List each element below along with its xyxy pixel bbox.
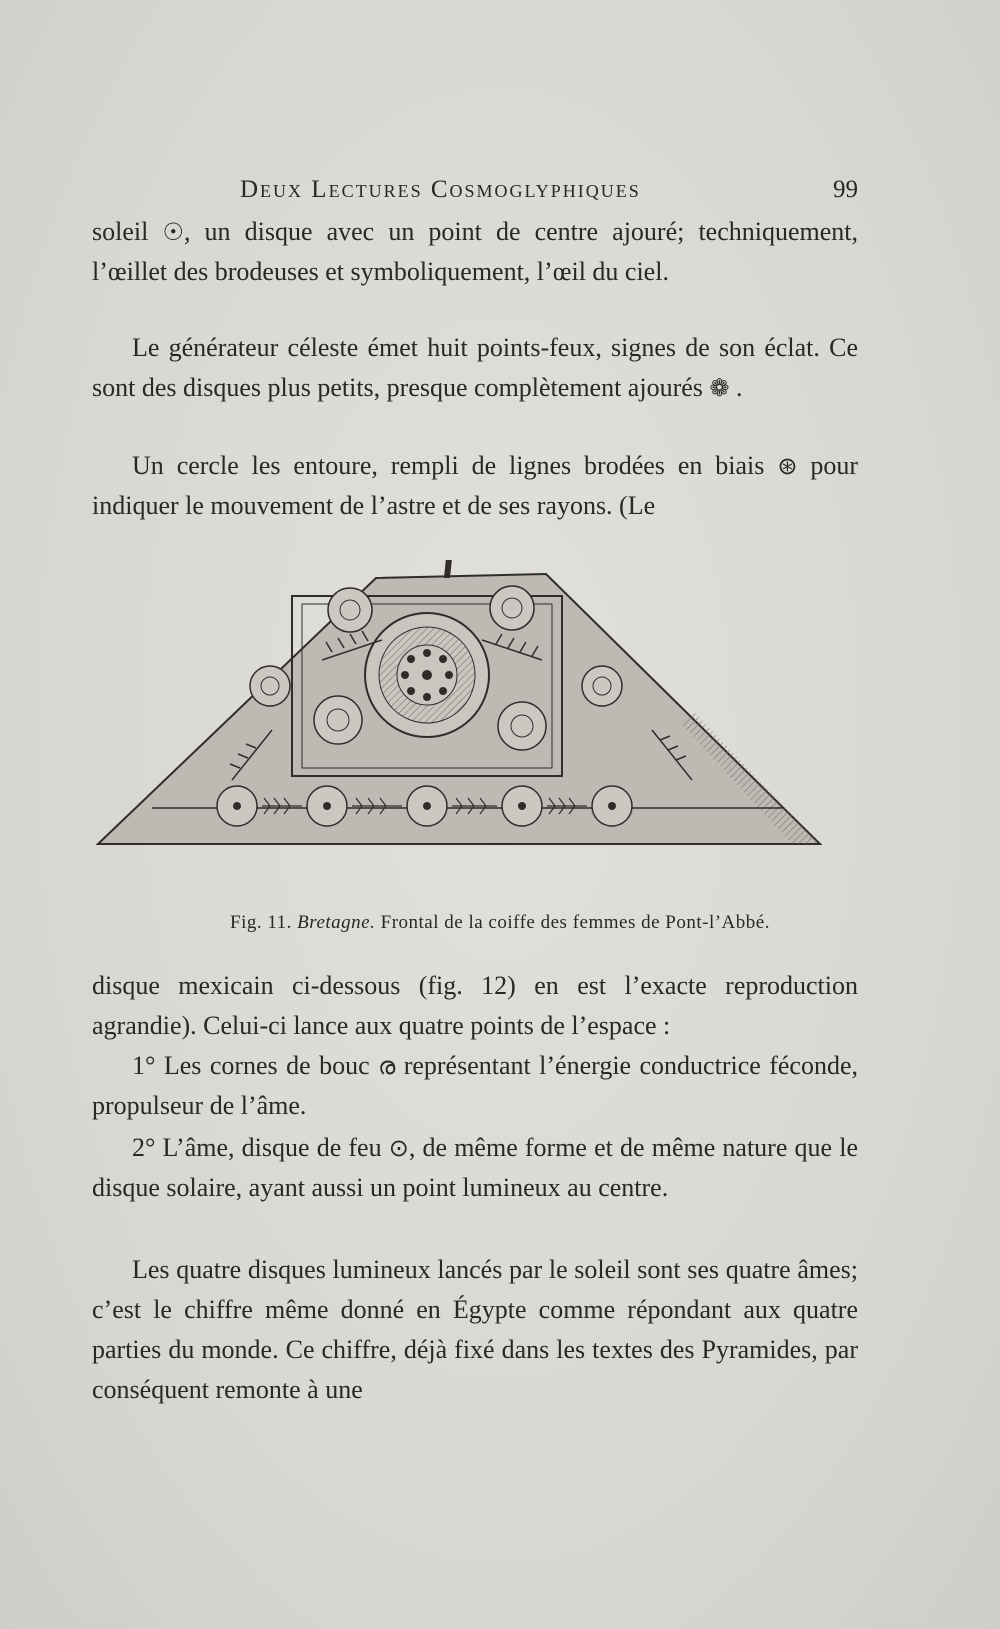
page-number: 99 <box>833 176 858 203</box>
text-cercle: Un cercle les entoure, rempli de lignes brodées en biais <box>132 451 765 480</box>
sun-eye-icon: ☉ <box>162 218 184 246</box>
text-soleil: soleil <box>92 217 149 246</box>
running-header <box>92 176 858 210</box>
paragraph-cornes <box>92 1046 858 1126</box>
paragraph-points-feux <box>92 328 858 408</box>
paragraph-sun-eye <box>92 212 858 292</box>
paragraph-ame <box>92 1128 858 1208</box>
text-cornes: 1° Les cornes de bouc <box>132 1051 370 1080</box>
figure-caption <box>0 912 1000 934</box>
text-generateur: Le générateur céleste émet huit points-feux, signes de son éclat. Ce sont des disques plus petits, presque complètement ajourés <box>92 333 858 402</box>
paragraph-disque-mexicain: disque mexicain ci-dessous (fig. 12) en est l’exacte reproduction agrandie). Celui-ci lance aux quatre points de l’espace : <box>92 971 858 1040</box>
paragraph-quatre-ames: Les quatre disques lumineux lancés par le soleil sont ses quatre âmes; c’est le chiffre même donné en Égypte comme répondant aux quatre parties du monde. Ce chiffre, déjà fixé dans les textes des Pyramides, par conséquent remonte à une <box>92 1255 858 1404</box>
running-title: Deux Lectures Cosmoglyphiques <box>240 176 641 203</box>
caption-text: Frontal de la coiffe des femmes de Pont-l’Abbé. <box>380 912 770 933</box>
goat-horns-icon: ര <box>378 1052 396 1080</box>
central-eye <box>422 670 432 680</box>
figure-coiffe-frontal <box>92 560 858 890</box>
text-sun-eye-rest: , un disque avec un point de centre ajouré; techniquement, l’œillet des brodeuses et symboliquement, l’œil du ciel. <box>92 217 859 286</box>
paragraph-cercle <box>92 446 858 526</box>
openwork-disk-icon: ❁ <box>709 374 730 402</box>
text-period: . <box>736 373 743 402</box>
text-energie: représentant l’énergie conductrice féconde, propulseur de l’âme. <box>92 1051 858 1120</box>
text-ame: 2° L’âme, disque de feu <box>132 1133 382 1162</box>
fire-disk-icon: ⊙ <box>388 1134 409 1162</box>
hatched-circle-icon: ⊛ <box>777 452 798 480</box>
coiffe-illustration <box>92 560 858 890</box>
text-mouvement: pour indiquer le mouvement de l’astre et de ses rayons. (Le <box>92 451 859 520</box>
caption-prefix: Fig. 11. <box>230 912 292 933</box>
text-nature: , de même forme et de même nature que le disque solaire, ayant aussi un point lumineux au centre. <box>92 1133 858 1202</box>
caption-place: Bretagne. <box>297 912 376 933</box>
